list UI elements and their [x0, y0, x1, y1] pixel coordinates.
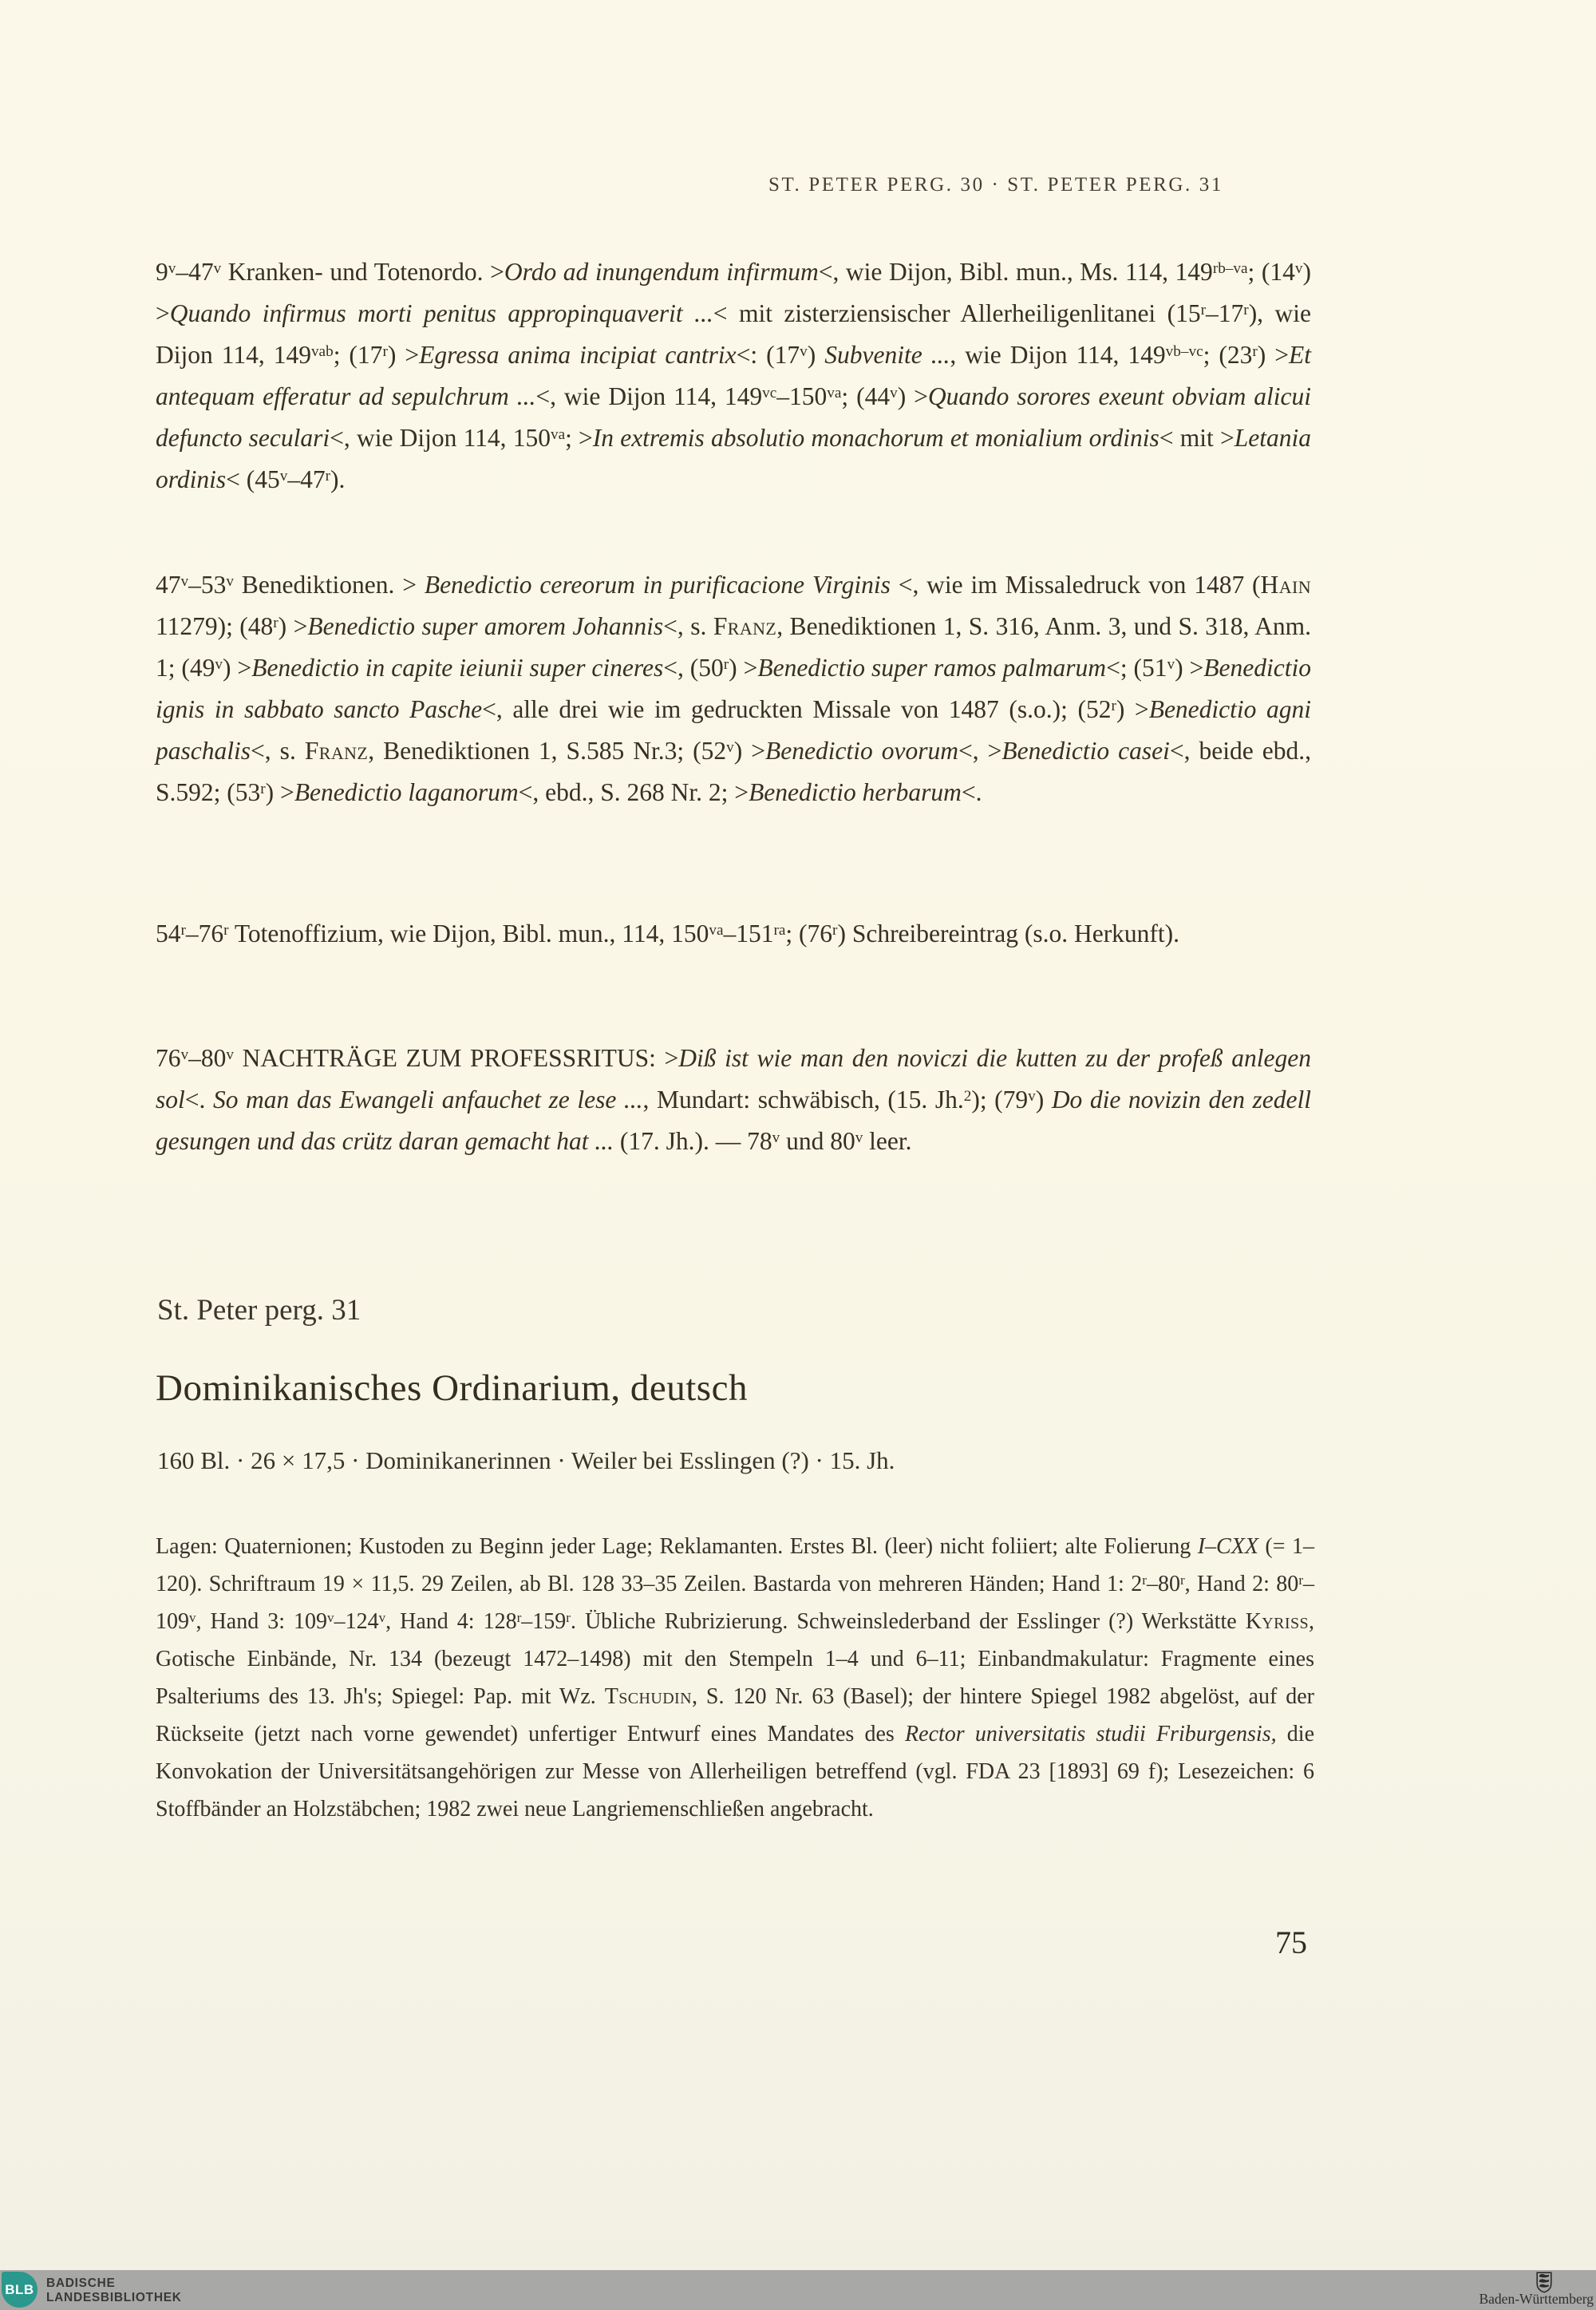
codicology-paragraph: Lagen: Quaternionen; Kustoden zu Beginn jeder Lage; Reklamanten. Erstes Bl. (leer) nicht foliiert; alte Folierung I–CXX (= 1–120). Schriftraum 19 × 11,5. 29 Zeilen, ab Bl. 128 33–35 Zeilen. Bastarda von mehreren Händen; Hand 1: 2$^r$–80$^r$, Hand 2: 80$^r$–109$^v$, Hand 3: 109$^v$–124$^v$, Hand 4: 128$^r$–159$^r$. Übliche Rubrizierung. Schweinslederband der Esslinger (?) Werkstätte Kyriss, Gotische Einbände, Nr. 134 (bezeugt 1472–1498) mit den Stempeln 1–4 und 6–11; Einbandmakulatur: Fragmente eines Psalteriums des 13. Jh's; Spiegel: Pap. mit Wz. Tschudin, S. 120 Nr. 63 (Basel); der hintere Spiegel 1982 abgelöst, auf der Rückseite (jetzt nach vorne gewendet) unfertiger Entwurf eines Mandates des Rector universitatis studii Friburgensis, die Konvokation der Universitätsangehörigen zur Messe von Allerheiligen betreffend (vgl. FDA 23 [1893] 69 f); Lesezeichen: 6 Stoffbänder an Holzstäbchen; 1982 zwei neue Langriemenschließen angebracht.: [156, 1534, 1315, 1821]
footer-bar: [0, 2270, 1596, 2310]
library-name-line1: BADISCHE: [46, 2276, 116, 2290]
paragraph-benediktionen: 47$^v$–53$^v$ Benediktionen. > Benedictio cereorum in purificacione Virginis <, wie im Missaledruck von 1487 (Hain 11279); $(48^r)$ >Benedictio super amorem Johannis<, s. Franz, Benediktionen 1, S. 316, Anm. 3, und S. 318, Anm. 1; $(49^v)$ >Benedictio in capite ieiunii super cineres<, $(50^r)$ >Benedictio super ramos palmarum<; $(51^v)$ >Benedictio ignis in sabbato sancto Pasche<, alle drei wie im gedruckten Missale von 1487 (s.o.); $(52^r)$ >Benedictio agni paschalis<, s. Franz, Benediktionen 1, S.585 Nr.3; $(52^v)$ >Benedictio ovorum<, >Benedictio casei<, beide ebd., S.592; $(53^r)$ >Benedictio laganorum<, ebd., S. 268 Nr. 2; >Benedictio herbarum<.: [156, 570, 1312, 806]
paragraph-totenoffizium: 54$^r$–76$^r$ Totenoffizium, wie Dijon, Bibl. mun., 114, $150^{va}-151^{ra}$; (76$^r$) Schreibereintrag (s.o. Herkunft).: [156, 919, 1180, 947]
library-name: [46, 2276, 182, 2305]
blb-logo: [2, 2272, 38, 2308]
page-number: 75: [1275, 1924, 1307, 1960]
shelfmark-heading: St. Peter perg. 31: [157, 1294, 361, 1327]
paragraph-kranken-totenordo: 9$^v$–47$^v$ Kranken- und Totenordo. >Ordo ad inungendum infirmum<, wie Dijon, Bibl. mun., Ms. 114, $149^{rb-va}$; $(14^v)$ >Quando infirmus morti penitus appropinquaverit ...< mit zisterziensischer Allerheiligenlitanei (15$^r$–17$^r$), wie Dijon 114, $149^{vab}$; $(17^r)$ >Egressa anima incipiat cantrix<: (17$^v$) Subvenite ..., wie Dijon 114, $149^{vb-vc}$; $(23^r) >Et$ antequam efferatur ad sepulchrum ...<, wie Dijon 114, $149^{vc}-150^{va}$; $(44^v)$ >Quando sorores exeunt obviam alicui defuncto seculari<, wie Dijon 114, $150^{va}$; >In extremis absolutio monachorum et monialium ordinis< mit >Letania ordinis< $(45^v-47^r)$.: [156, 257, 1312, 493]
library-name-line2: LANDESBIBLIOTHEK: [46, 2291, 182, 2304]
paragraph-nachtraege-professritus: 76$^v$–80$^v$ NACHTRÄGE ZUM PROFESSRITUS: >Diß ist wie man den noviczi die kutten zu der profeß anlegen sol<. So man das Ewangeli anfauchet ze lese ..., Mundart: schwäbisch, (15. Jh.$^2$); (79$^v$) Do die novizin den zedell gesungen und das crütz daran gemacht hat ... (17. Jh.). — 78$^v$ und 80$^v$ leer.: [156, 1043, 1312, 1155]
collation-line: 160 Bl. · 26 × 17,5 · Dominikanerinnen · Weiler bei Esslingen (?) · 15. Jh.: [157, 1446, 895, 1474]
blb-logo-text: BLB: [5, 2281, 34, 2297]
entry-title: Dominikanisches Ordinarium, deutsch: [156, 1367, 748, 1409]
state-name: Baden-Württemberg: [1479, 2291, 1594, 2307]
running-head: ST. PETER PERG. 30 · ST. PETER PERG. 31: [768, 174, 1223, 196]
coat-of-arms-icon: [1536, 2272, 1552, 2293]
